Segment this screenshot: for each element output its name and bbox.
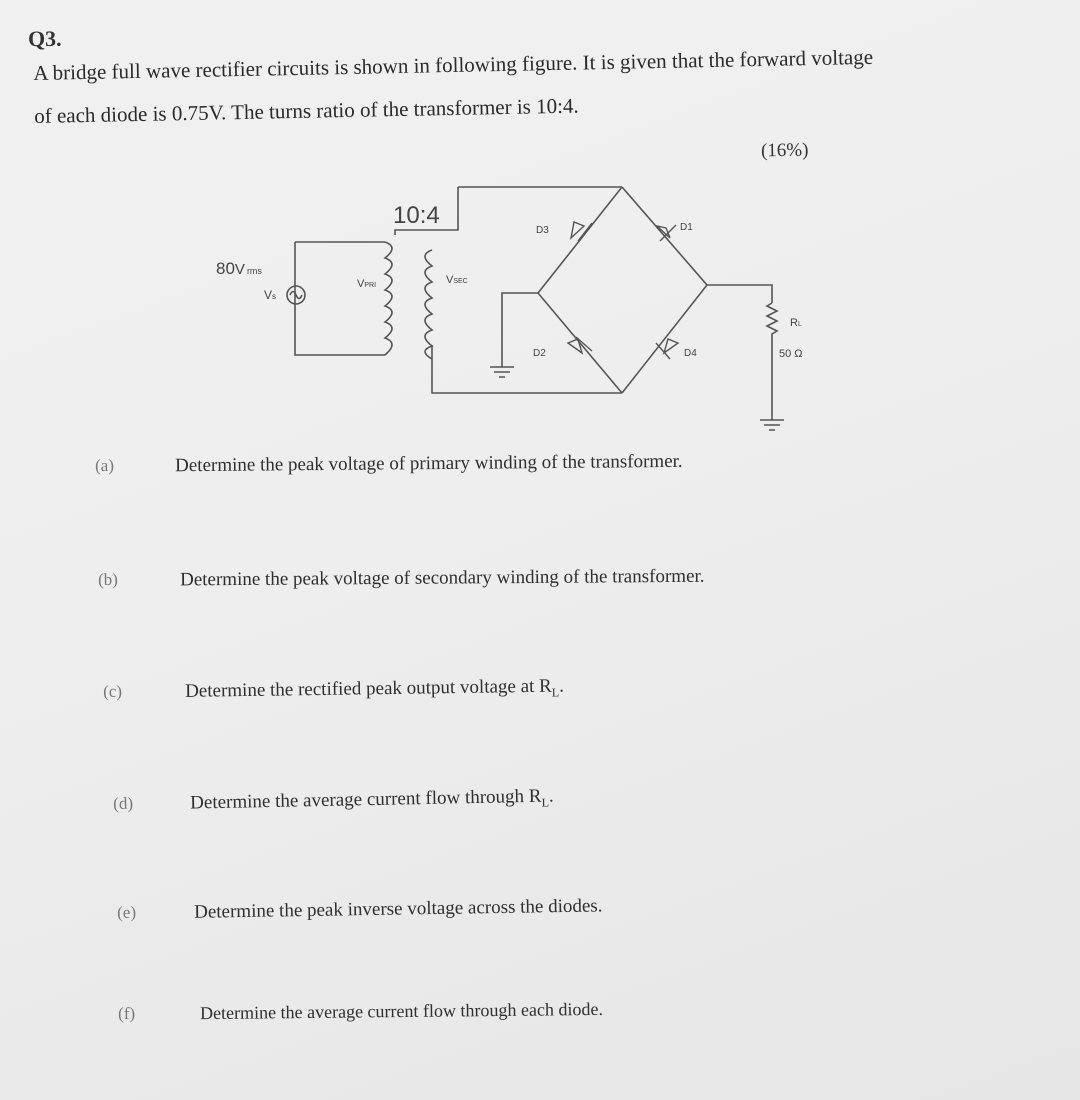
diode-d2-symbol <box>568 337 592 353</box>
secondary-voltage-label: VSEC <box>446 274 468 286</box>
part-f-text: Determine the average current flow through each diode. <box>199 998 604 1024</box>
question-number: Q3. <box>27 25 62 52</box>
part-c-end: . <box>558 675 565 697</box>
ground-right-symbol <box>760 420 784 430</box>
ac-source-wave <box>290 292 302 299</box>
part-e-label: (e) <box>117 902 137 922</box>
bridge-lower-right-arm <box>622 285 707 393</box>
diode-d4-symbol <box>656 339 678 359</box>
turns-ratio-label: 10:4 <box>393 202 440 229</box>
load-resistor-symbol <box>767 303 777 420</box>
primary-loop-wire <box>295 242 385 355</box>
part-a-text: Determine the peak voltage of primary winding of the transformer. <box>174 450 683 477</box>
part-d-label: (d) <box>113 793 134 813</box>
primary-coil <box>385 242 392 355</box>
question-stem-line-1: A bridge full wave rectifier circuits is shown in following figure. It is given that the forward voltage <box>33 44 874 85</box>
part-b-text: Determine the peak voltage of secondary winding of the transformer. <box>179 565 705 591</box>
diode-d1-label: D1 <box>680 222 693 233</box>
part-e-text: Determine the peak inverse voltage across the diodes. <box>193 895 603 923</box>
bridge-rectifier-diagram <box>190 175 840 445</box>
positive-rail-wire <box>707 285 772 303</box>
part-f-label: (f) <box>118 1003 136 1023</box>
part-d-line <box>190 786 554 818</box>
load-resistor-label: RL <box>790 317 802 329</box>
part-a-label: (a) <box>95 455 115 475</box>
diode-d4-label: D4 <box>684 348 697 359</box>
question-stem-line-2: of each diode is 0.75V. The turns ratio of the transformer is 10:4. <box>33 93 579 128</box>
bridge-lower-left-arm <box>538 293 622 393</box>
part-c-subscript: L <box>551 685 560 700</box>
part-d-subscript: L <box>541 795 550 810</box>
part-d-text: Determine the average current flow through R <box>189 785 542 814</box>
source-voltage-label: Vs <box>264 288 277 302</box>
diode-d2-label: D2 <box>533 348 546 359</box>
part-c-text: Determine the rectified peak output voltage at R <box>184 675 552 702</box>
part-d-end: . <box>548 785 554 807</box>
secondary-coil <box>425 250 432 359</box>
primary-voltage-label: VPRI <box>357 278 377 290</box>
ground-left-symbol <box>490 367 514 377</box>
secondary-bottom-wire <box>432 345 622 393</box>
load-resistor-value: 50 Ω <box>779 348 803 360</box>
marks-weight: (16%) <box>760 139 809 162</box>
part-c-label: (c) <box>103 681 123 701</box>
part-c-line <box>185 676 564 706</box>
diode-d3-label: D3 <box>536 225 549 236</box>
bridge-upper-left-arm <box>538 187 622 293</box>
part-b-label: (b) <box>98 569 118 589</box>
source-rating-label: 80V rms <box>216 259 262 278</box>
question-stem <box>33 33 1034 138</box>
